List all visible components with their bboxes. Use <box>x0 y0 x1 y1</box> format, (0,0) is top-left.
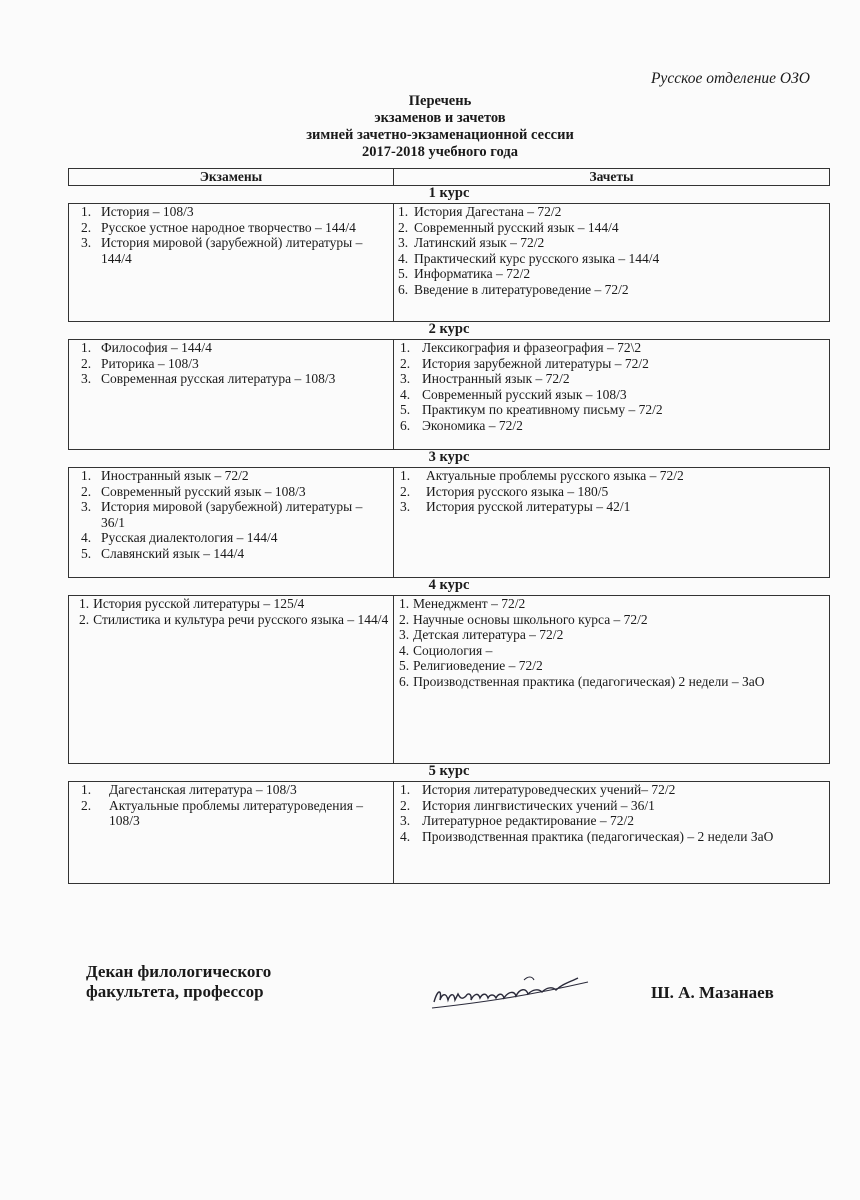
exams-cell <box>69 596 394 764</box>
list-item <box>81 220 389 236</box>
item-text: История русской литературы – 125/4 <box>93 596 305 611</box>
list-item <box>81 798 389 829</box>
list-item <box>399 658 825 674</box>
item-text: Стилистика и культура речи русского языка – 144/4 <box>93 611 389 627</box>
item-number: 1. <box>81 204 92 219</box>
item-number: 2. <box>79 611 90 627</box>
list-item <box>400 484 825 500</box>
exams-cell <box>69 782 394 884</box>
column-header-exams: Экзамены <box>69 169 394 186</box>
item-text: Производственная практика (педагогическая) – 2 недели ЗаО <box>422 828 774 844</box>
table-row <box>69 468 830 578</box>
course-heading: 2 курс <box>69 322 830 340</box>
item-number: 2. <box>399 611 410 627</box>
item-text: Русское устное народное творчество – 144/4 <box>101 219 356 235</box>
title-line: зимней зачетно-экзаменационной сессии <box>306 127 574 143</box>
item-number: 1. <box>400 468 411 483</box>
exams-cell <box>69 468 394 578</box>
dean-title-line: факультета, профессор <box>86 982 264 1001</box>
credits-cell <box>394 596 830 764</box>
item-number: 6. <box>400 417 411 433</box>
item-text: История литературоведческих учений– 72/2 <box>422 782 676 797</box>
list-item <box>398 204 825 220</box>
item-text: История русской литературы – 42/1 <box>426 499 631 514</box>
table-row <box>69 204 830 322</box>
item-text: Актуальные проблемы литературоведения – 108/3 <box>109 797 364 828</box>
item-text: История зарубежной литературы – 72/2 <box>422 355 649 371</box>
item-number: 4. <box>400 828 411 844</box>
item-number: 3. <box>81 499 92 514</box>
credits-cell <box>394 340 830 450</box>
course-heading: 3 курс <box>69 450 830 468</box>
list-item <box>398 266 825 282</box>
item-text: Детская литература – 72/2 <box>413 627 564 642</box>
dean-title <box>86 962 271 1002</box>
item-text: Философия – 144/4 <box>101 340 212 355</box>
list-item <box>81 204 389 220</box>
item-text: Современная русская литература – 108/3 <box>101 371 336 386</box>
item-number: 2. <box>400 797 411 813</box>
item-text: Дагестанская литература – 108/3 <box>109 782 297 797</box>
list-item <box>399 596 825 612</box>
credits-cell <box>394 782 830 884</box>
item-number: 4. <box>81 530 92 545</box>
item-text: Русская диалектология – 144/4 <box>101 530 278 545</box>
item-number: 3. <box>81 371 92 386</box>
item-text: Информатика – 72/2 <box>414 266 531 281</box>
title-line: экзаменов и зачетов <box>374 110 506 126</box>
list-item <box>398 220 825 236</box>
list-item <box>400 782 825 798</box>
list-item <box>400 499 825 515</box>
list-item <box>400 356 825 372</box>
list-item <box>81 530 389 546</box>
list-item <box>81 484 389 500</box>
list-item <box>400 798 825 814</box>
item-number: 3. <box>398 235 409 250</box>
item-number: 5. <box>398 266 409 281</box>
item-number: 2. <box>81 797 92 813</box>
item-text: Иностранный язык – 72/2 <box>422 371 570 386</box>
item-number: 6. <box>399 673 410 689</box>
item-text: История – 108/3 <box>101 204 194 219</box>
course-heading: 4 курс <box>69 578 830 596</box>
exams-cell <box>69 340 394 450</box>
handwritten-signature <box>428 968 598 1018</box>
item-text: Литературное редактирование – 72/2 <box>422 813 634 828</box>
item-number: 3. <box>81 235 92 250</box>
list-item <box>79 612 389 628</box>
exams-cell <box>69 204 394 322</box>
list-item <box>81 371 389 387</box>
item-number: 6. <box>398 281 409 297</box>
item-text: История мировой (зарубежной) литературы – 144/4 <box>101 235 363 266</box>
table-row <box>69 340 830 450</box>
list-item <box>81 340 389 356</box>
item-number: 1. <box>399 596 410 611</box>
item-text: История лингвистических учений – 36/1 <box>422 797 655 813</box>
item-number: 2. <box>400 483 411 499</box>
item-text: Научные основы школьного курса – 72/2 <box>413 611 648 627</box>
item-number: 1. <box>79 596 90 611</box>
list-item <box>81 356 389 372</box>
item-number: 4. <box>400 386 411 402</box>
item-number: 1. <box>400 782 411 797</box>
item-text: Иностранный язык – 72/2 <box>101 468 249 483</box>
list-item <box>400 340 825 356</box>
list-item <box>400 813 825 829</box>
item-text: Менеджмент – 72/2 <box>413 596 526 611</box>
item-number: 1. <box>81 782 92 797</box>
item-number: 1. <box>81 468 92 483</box>
list-item <box>398 282 825 298</box>
item-number: 5. <box>81 545 92 561</box>
list-item <box>400 829 825 845</box>
item-text: История русского языка – 180/5 <box>426 483 609 499</box>
title-line: Перечень <box>408 93 472 109</box>
list-item <box>81 468 389 484</box>
document-title <box>0 93 860 161</box>
list-item <box>399 627 825 643</box>
item-number: 2. <box>400 355 411 371</box>
dean-name: Ш. А. Мазанаев <box>651 983 774 1002</box>
schedule-table <box>68 168 830 884</box>
course-heading: 1 курс <box>69 186 830 204</box>
item-text: Практический курс русского языка – 144/4 <box>414 250 660 266</box>
item-text: Экономика – 72/2 <box>422 417 523 433</box>
item-text: История мировой (зарубежной) литературы – 36/1 <box>101 499 363 530</box>
item-number: 5. <box>400 402 411 417</box>
item-text: Современный русский язык – 144/4 <box>414 219 619 235</box>
credits-cell <box>394 204 830 322</box>
list-item <box>400 468 825 484</box>
table-row <box>69 782 830 884</box>
item-number: 3. <box>399 627 410 642</box>
list-item <box>81 546 389 562</box>
item-text: Социология – <box>413 642 493 658</box>
course-heading: 5 курс <box>69 764 830 782</box>
item-text: Практикум по креативному письму – 72/2 <box>422 402 663 417</box>
item-text: Современный русский язык – 108/3 <box>422 386 627 402</box>
item-text: Славянский язык – 144/4 <box>101 545 245 561</box>
item-number: 3. <box>400 371 411 386</box>
item-text: Современный русский язык – 108/3 <box>101 483 306 499</box>
list-item <box>398 235 825 251</box>
list-item <box>400 418 825 434</box>
item-text: Производственная практика (педагогическая) 2 недели – ЗаО <box>413 673 765 689</box>
list-item <box>400 371 825 387</box>
item-text: Актуальные проблемы русского языка – 72/2 <box>426 468 684 483</box>
department-label: Русское отделение ОЗО <box>650 70 810 87</box>
list-item <box>400 402 825 418</box>
item-number: 1. <box>81 340 92 355</box>
item-number: 4. <box>398 250 409 266</box>
list-item <box>81 235 389 266</box>
list-item <box>399 643 825 659</box>
list-item <box>398 251 825 267</box>
table-row <box>69 596 830 764</box>
item-number: 3. <box>400 813 411 828</box>
item-number: 2. <box>81 355 92 371</box>
column-header-credits: Зачеты <box>394 169 830 186</box>
item-number: 2. <box>81 219 92 235</box>
list-item <box>79 596 389 612</box>
dean-title-line: Декан филологического <box>86 962 272 981</box>
item-number: 1. <box>398 204 409 219</box>
item-number: 1. <box>400 340 411 355</box>
item-text: История Дагестана – 72/2 <box>414 204 562 219</box>
item-number: 2. <box>81 483 92 499</box>
list-item <box>400 387 825 403</box>
credits-cell <box>394 468 830 578</box>
item-number: 5. <box>399 658 410 673</box>
item-text: Латинский язык – 72/2 <box>414 235 545 250</box>
item-number: 3. <box>400 499 411 514</box>
item-text: Лексикография и фразеография – 72\2 <box>422 340 642 355</box>
item-text: Введение в литературоведение – 72/2 <box>414 281 629 297</box>
list-item <box>399 674 825 690</box>
item-text: Религиоведение – 72/2 <box>413 658 543 673</box>
title-line: 2017-2018 учебного года <box>362 144 518 160</box>
item-number: 2. <box>398 219 409 235</box>
list-item <box>399 612 825 628</box>
item-number: 4. <box>399 642 410 658</box>
list-item <box>81 499 389 530</box>
item-text: Риторика – 108/3 <box>101 355 199 371</box>
list-item <box>81 782 389 798</box>
